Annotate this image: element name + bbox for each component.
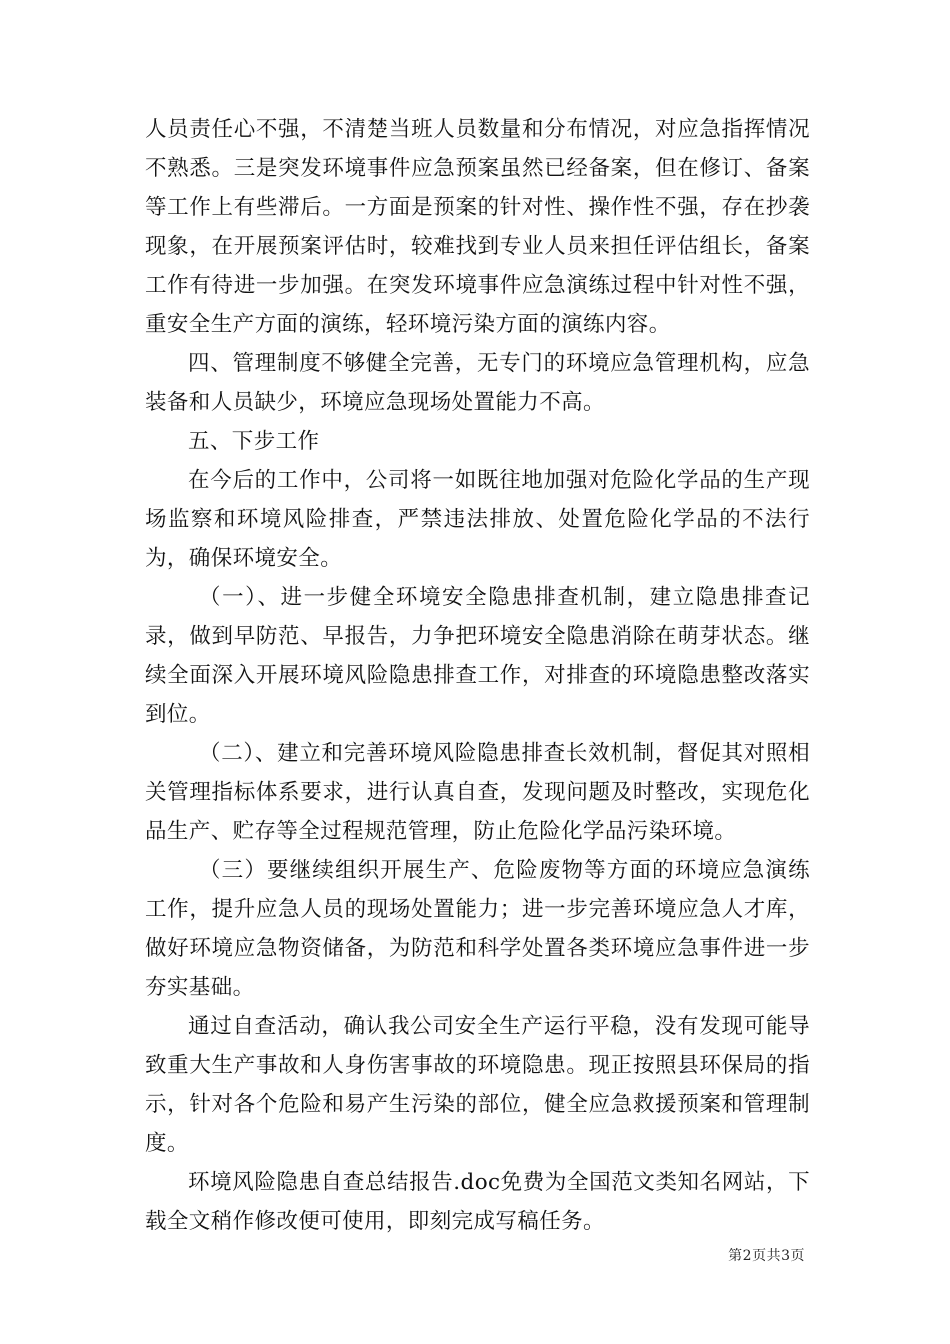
paragraph-item-two: （二）、建立和完善环境风险隐患排查长效机制，督促其对照相关管理指标体系要求，进行认真自查，发现问题及时整改，实现危化品生产、贮存等全过程规范管理，防止危险化学品污染环境。 [145,741,810,844]
paragraph-conclusion: 通过自查活动，确认我公司安全生产运行平稳，没有发现可能导致重大生产事故和人身伤害事故的环境隐患。现正按照县环保局的指示，针对各个危险和易产生污染的部位，健全应急救援预案和管理制度。 [145,1014,810,1156]
paragraph-section-four: 四、管理制度不够健全完善，无专门的环境应急管理机构，应急装备和人员缺少，环境应急现场处置能力不高。 [145,351,810,415]
paragraph-continuation: 人员责任心不强，不清楚当班人员数量和分布情况，对应急指挥情况不熟悉。三是突发环境事件应急预案虽然已经备案，但在修订、备案等工作上有些滞后。一方面是预案的针对性、操作性不强，存在抄袭现象，在开展预案评估时，较难找到专业人员来担任评估组长，备案工作有待进一步加强。在突发环境事件应急演练过程中针对性不强，重安全生产方面的演练，轻环境污染方面的演练内容。 [145,117,810,337]
document-body [145,110,810,1241]
paragraph-item-one: （一）、进一步健全环境安全隐患排查机制，建立隐患排查记录，做到早防范、早报告，力争把环境安全隐患消除在萌芽状态。继续全面深入开展环境风险隐患排查工作，对排查的环境隐患整改落实到位。 [145,585,810,727]
page-number: 第2页共3页 [728,1248,805,1264]
paragraph-item-three: （三）要继续组织开展生产、危险废物等方面的环境应急演练工作，提升应急人员的现场处置能力；进一步完善环境应急人才库，做好环境应急物资储备，为防范和科学处置各类环境应急事件进一步夯实基础。 [145,858,810,1000]
paragraph-download-note: 环境风险隐患自查总结报告.doc免费为全国范文类知名网站，下载全文稍作修改便可使用，即刻完成写稿任务。 [145,1170,810,1234]
section-heading-five: 五、下步工作 [188,429,320,454]
paragraph-intro: 在今后的工作中，公司将一如既往地加强对危险化学品的生产现场监察和环境风险排查，严禁违法排放、处置危险化学品的不法行为，确保环境安全。 [145,468,810,571]
